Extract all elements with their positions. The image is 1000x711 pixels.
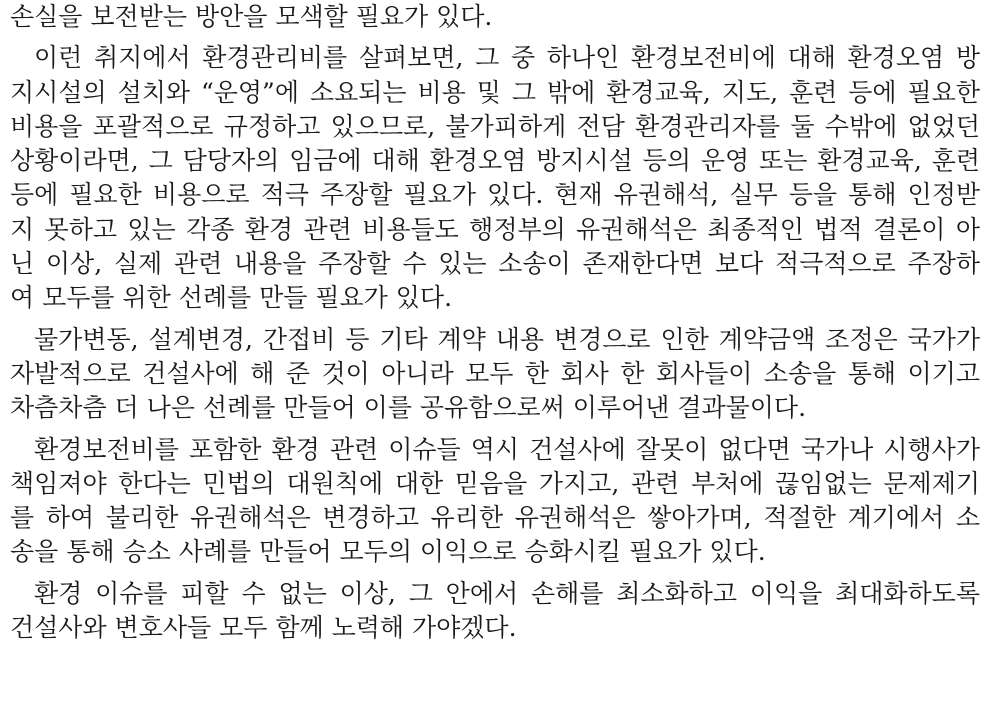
text-line: 환경 이슈를 피할 수 없는 이상, 그 안에서 손해를 최소화하고 이익을 최대화하도록 <box>34 578 980 608</box>
text-line: 닌 이상, 실제 관련 내용을 주장할 수 있는 소송이 존재한다면 보다 적극적으로 주장하 <box>10 249 980 279</box>
text-line: 송을 통해 승소 사례를 만들어 모두의 이익으로 승화시킬 필요가 있다. <box>10 537 766 567</box>
text-line: 상황이라면, 그 담당자의 임금에 대해 환경오염 방지시설 등의 운영 또는 환경교육, 훈련 <box>10 146 980 176</box>
text-line: 여 모두를 위한 선례를 만들 필요가 있다. <box>10 283 453 313</box>
paragraph-1 <box>10 0 980 34</box>
text-line: 자발적으로 건설사에 해 준 것이 아니라 모두 한 회사 한 회사들이 소송을 통해 이기고 <box>10 358 980 388</box>
paragraph-3 <box>10 323 980 426</box>
paragraph-5 <box>10 577 980 646</box>
text-line: 차츰차츰 더 나은 선례를 만들어 이를 공유함으로써 이루어낸 결과물이다. <box>10 393 807 423</box>
text-line: 건설사와 변호사들 모두 함께 노력해 가야겠다. <box>10 613 517 643</box>
text-line: 지 못하고 있는 각종 환경 관련 비용들도 행정부의 유권해석은 최종적인 법적 결론이 아 <box>10 214 980 244</box>
text-line: 손실을 보전받는 방안을 모색할 필요가 있다. <box>10 2 493 31</box>
text-line: 지시설의 설치와 “운영”에 소요되는 비용 및 그 밖에 환경교육, 지도, 훈련 등에 필요한 <box>10 77 980 107</box>
paragraph-gap <box>10 34 980 41</box>
text-line: 비용을 포괄적으로 규정하고 있으므로, 불가피하게 전담 환경관리자를 둘 수밖에 없었던 <box>10 111 980 141</box>
text-line: 이런 취지에서 환경관리비를 살펴보면, 그 중 하나인 환경보전비에 대해 환경오염 방 <box>34 43 980 73</box>
text-line: 책임져야 한다는 민법의 대원칙에 대한 믿음을 가지고, 관련 부처에 끊임없는 문제제기 <box>10 468 980 498</box>
document-body <box>10 0 980 645</box>
paragraph-gap <box>10 570 980 577</box>
paragraph-gap <box>10 316 980 323</box>
paragraph-2 <box>10 41 980 315</box>
text-line: 를 하여 불리한 유권해석은 변경하고 유리한 유권해석은 쌓아가며, 적절한 계기에서 소 <box>10 503 980 533</box>
text-line: 물가변동, 설계변경, 간접비 등 기타 계약 내용 변경으로 인한 계약금액 조정은 국가가 <box>34 324 980 354</box>
text-line: 등에 필요한 비용으로 적극 주장할 필요가 있다. 현재 유권해석, 실무 등을 통해 인정받 <box>10 180 980 210</box>
paragraph-gap <box>10 426 980 433</box>
paragraph-4 <box>10 433 980 570</box>
text-line: 환경보전비를 포함한 환경 관련 이슈들 역시 건설사에 잘못이 없다면 국가나 시행사가 <box>34 434 980 464</box>
